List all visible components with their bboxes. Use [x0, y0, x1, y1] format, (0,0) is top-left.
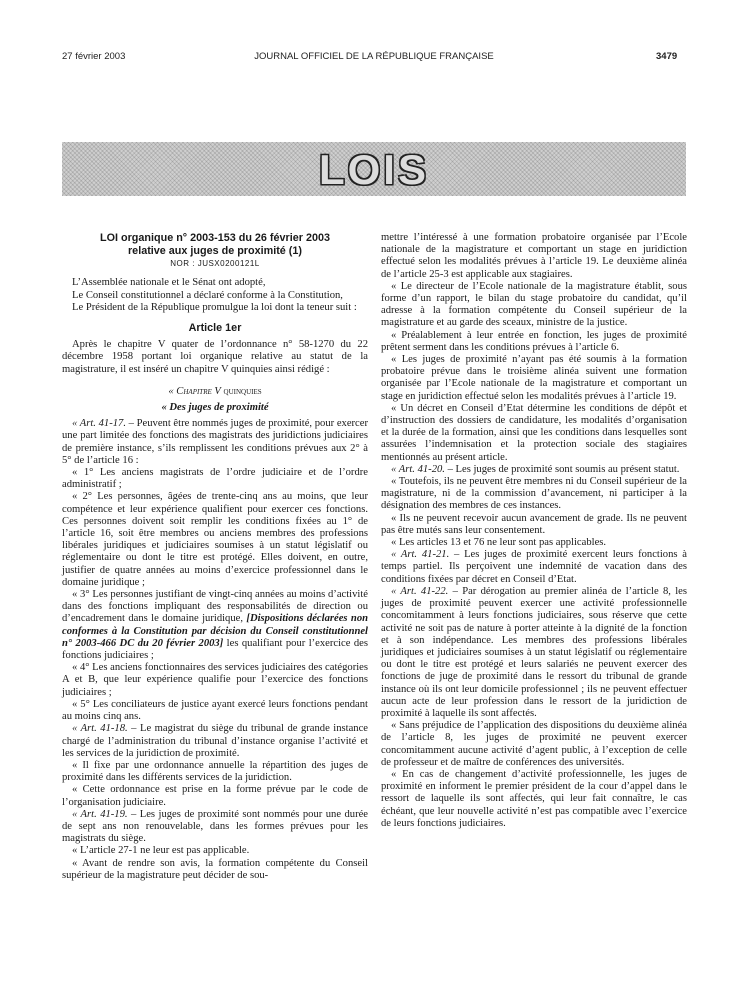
- left-column: [62, 232, 368, 882]
- paragraph-text: « 1° Les anciens magistrats de l’ordre judiciaire et de l’ordre administratif ;: [62, 467, 368, 491]
- paragraph-text: – Les juges de proximité sont nommés pour une durée de sept ans non renouvelable, dans les formes prévues pour les magistrats du siège.: [62, 808, 368, 845]
- body-paragraph: [62, 418, 368, 467]
- body-paragraph: [62, 723, 368, 760]
- chapter-heading: [62, 386, 368, 398]
- body-paragraph: [62, 784, 368, 808]
- body-paragraph: [62, 809, 368, 846]
- right-column: [381, 232, 687, 830]
- paragraph-text: – Les juges de proximité exercent leurs fonctions à temps partiel. Ils perçoivent une indemnité de vacation dans des conditions fixées par décret en Conseil d’Etat.: [381, 549, 687, 585]
- article-number: « Art. 41-20.: [391, 463, 445, 475]
- article-heading: Article 1er: [188, 322, 242, 334]
- body-paragraph: [381, 232, 687, 281]
- paragraph-text: – Par dérogation au premier alinéa de l’article 8, les juges de proximité peuvent exercer une activité professionnelle concomitamment à leurs fonctions judiciaires, sous réserve que cette activité ne soit pas de nature à porter atteinte à la dignité de la fonction et à son indépendance. Les membres des professions libérales juridiques et judiciaires soumises à un statut législatif ou réglementaire ou dont le titre est protégé et leurs salariés ne peuvent exercer des fonctions de juge de proximité dans le ressort du tribunal de grande instance où ils ont leur domicile professionnel ; ils ne peuvent effectuer aucun acte de leur profession dans le ressort de la juridiction de proximité à laquelle ils sont affectés.: [381, 585, 687, 719]
- paragraph-text: « 4° Les anciens fonctionnaires des services judiciaires des catégories A et B, que leur expérience qualifie pour l’exercice des fonctions judiciaires ;: [62, 662, 368, 698]
- banner-label: LOIS: [318, 146, 429, 193]
- nor-reference: NOR : JUSX0200121L: [170, 259, 260, 269]
- paragraph-text: « 3° Les personnes justifiant de vingt-cinq années au moins d’activité dans des fonctions impliquant des responsabilités de direction ou d’encadrement dans le domaine juridique,: [62, 589, 368, 625]
- paragraph-text: – Les juges de proximité sont soumis au présent statut.: [444, 463, 680, 475]
- journal-title: JOURNAL OFFICIEL DE LA RÉPUBLIQUE FRANÇAISE: [254, 51, 494, 62]
- article-number: « Art. 41-19.: [72, 808, 128, 820]
- article-number: « Art. 41-17.: [72, 418, 126, 430]
- body-paragraph: [62, 662, 368, 699]
- paragraph-text: « Cette ordonnance est prise en la forme prévue par le code de l’organisation judiciaire.: [62, 784, 368, 808]
- body-paragraph: [381, 476, 687, 513]
- paragraph-text: « Ils ne peuvent recevoir aucun avancement de grade. Ils ne peuvent pas être mutés sans leur consentement.: [381, 512, 687, 536]
- article-number: « Art. 41-21.: [391, 549, 450, 561]
- law-title-line1: LOI organique n° 2003-153 du 26 février 2003: [100, 232, 330, 244]
- paragraph-text: – Peuvent être nommés juges de proximité, pour exercer une part limitée des fonctions des magistrats des juridictions judiciaires de première instance, s’ils remplissent les conditions prévues aux 2° à 5° de l’article 16 :: [62, 418, 368, 466]
- body-paragraph: [381, 330, 687, 354]
- paragraph-text: « Préalablement à leur entrée en fonction, les juges de proximité prêtent serment dans les conditions prévues à l’article 6.: [381, 329, 687, 353]
- body-paragraph: [62, 858, 368, 882]
- paragraph-text: – Le magistrat du siège du tribunal de grande instance chargé de l’administration du tribunal d’instance organise l’activité et les services de la juridiction de proximité.: [62, 723, 369, 759]
- body-paragraph: [381, 354, 687, 403]
- header-date: 27 février 2003: [62, 51, 126, 62]
- body-paragraph: [381, 549, 687, 586]
- page-header: [0, 51, 748, 65]
- article-number: « Art. 41-18.: [72, 723, 128, 735]
- paragraph-text: « Avant de rendre son avis, la formation compétente du Conseil supérieur de la magistrature peut décider de sou-: [62, 857, 368, 881]
- paragraph-text: « 2° Les personnes, âgées de trente-cinq ans au moins, que leur compétence et leur expérience qualifient pour exercer ces fonctions. Ces personnes doivent soit remplir les conditions fixées au 1° de l’article 16, soit être membres ou anciens membres des professions libérales juridiques et judiciaires soumises à un statut législatif ou réglementaire ou dont le titre est protégé. Elles doivent, en outre, justifier de quatre années au moins d’exercice professionnel dans le domaine juridique ;: [62, 491, 368, 588]
- chapter-suffix: quinquies: [223, 385, 262, 397]
- body-paragraph: [381, 586, 687, 720]
- article-text: Après le chapitre V quater de l’ordonnance n° 58-1270 du 22 décembre 1958 portant loi organique relative au statut de la magistrature, il est inséré un chapitre V quinquies ainsi rédigé :: [62, 339, 368, 375]
- body-paragraph: [62, 845, 368, 857]
- article-number: « Art. 41-22.: [391, 585, 449, 597]
- paragraph-text: « Sans préjudice de l’application des dispositions du deuxième alinéa de l’article 8, les juges de proximité ne peuvent exercer concomitamment aucune activité d’agent public, à l’exception de celle de professeur et de maître de conférences des universités.: [381, 720, 687, 768]
- body-paragraph: [381, 720, 687, 769]
- body-paragraph: [381, 513, 687, 537]
- paragraph-text: « En cas de changement d’activité professionnelle, les juges de proximité en informent le premier président de la cour d’appel dans le ressort de laquelle ils sont affectés, qui leur fait connaître, le cas échéant, que leur nouvelle activité n’est pas compatible avec l’exercice de leurs fonctions judiciaires.: [381, 768, 687, 829]
- paragraph-text: « Les articles 13 et 76 ne leur sont pas applicables.: [391, 537, 607, 549]
- paragraph-text: mettre l’intéressé à une formation probatoire organisée par l’Ecole nationale de la magistrature et comportant un stage en juridiction effectué selon les modalités prévues à l’article 19. Le deuxième alinéa de l’article 25-3 est applicable aux stagiaires.: [381, 232, 687, 280]
- body-paragraph: [62, 699, 368, 723]
- section-title: « Des juges de proximité: [161, 402, 269, 414]
- page-number: 3479: [656, 51, 678, 62]
- intro-paragraph: Le Conseil constitutionnel a déclaré conforme à la Constitution,: [72, 289, 343, 301]
- paragraph-text: « Un décret en Conseil d’Etat détermine les conditions de dépôt et d’instruction des dossiers de candidature, les modalités d’organisation et la durée de la formation, ainsi que les conditions dans lesquelles sont assurées l’indemnisation et la protection sociale des stagiaires mentionnés au présent article.: [381, 402, 687, 463]
- paragraph-text: « Le directeur de l’Ecole nationale de la magistrature établit, sous forme d’un rapport, le bilan du stage probatoire du candidat, qu’il adresse à la formation compétente du Conseil supérieur de la magistrature et au garde des sceaux, ministre de la justice.: [381, 280, 687, 329]
- body-paragraph: [62, 491, 368, 589]
- body-paragraph: [381, 769, 687, 830]
- paragraph-text: les qualifiant pour l’exercice des fonctions judiciaires ;: [62, 637, 368, 662]
- left-body: [62, 418, 368, 882]
- body-paragraph: [381, 403, 687, 464]
- body-paragraph: [62, 467, 368, 491]
- paragraph-text: « 5° Les conciliateurs de justice ayant exercé leurs fonctions pendant au moins cinq ans.: [62, 698, 368, 723]
- body-paragraph: [62, 589, 368, 662]
- body-paragraph: [381, 464, 687, 476]
- right-body: [381, 232, 687, 830]
- section-banner: [62, 142, 686, 196]
- paragraph-text: « L’article 27-1 ne leur est pas applicable.: [72, 845, 250, 857]
- paragraph-text: « Les juges de proximité n’ayant pas été soumis à la formation probatoire prévue dans le troisième alinéa suivent une formation organisée par l’Ecole nationale de la magistrature et comportant un stage en juridiction effectué selon les modalités prévues à l’article 19.: [381, 354, 687, 402]
- paragraph-text: « Il fixe par une ordonnance annuelle la répartition des juges de proximité dans les différents services de la juridiction.: [62, 759, 368, 784]
- law-title-line2: relative aux juges de proximité (1): [127, 244, 302, 257]
- chapter-prefix: « Chapitre V: [168, 385, 221, 397]
- censure-note: [Dispositions déclarées non conformes à la Constitution par décision du Conseil constitutionnel n° 2003-466 DC du 20 février 2003]: [62, 613, 369, 649]
- body-paragraph: [381, 281, 687, 330]
- body-paragraph: [381, 537, 687, 549]
- paragraph-text: « Toutefois, ils ne peuvent être membres ni du Conseil supérieur de la magistrature, ni de la commission d’avancement, ni participer à la désignation des membres de ces instances.: [381, 476, 687, 512]
- body-paragraph: [62, 760, 368, 784]
- intro-paragraph: L’Assemblée nationale et le Sénat ont adopté,: [72, 277, 266, 289]
- intro-paragraph: Le Président de la République promulgue la loi dont la teneur suit :: [72, 301, 357, 313]
